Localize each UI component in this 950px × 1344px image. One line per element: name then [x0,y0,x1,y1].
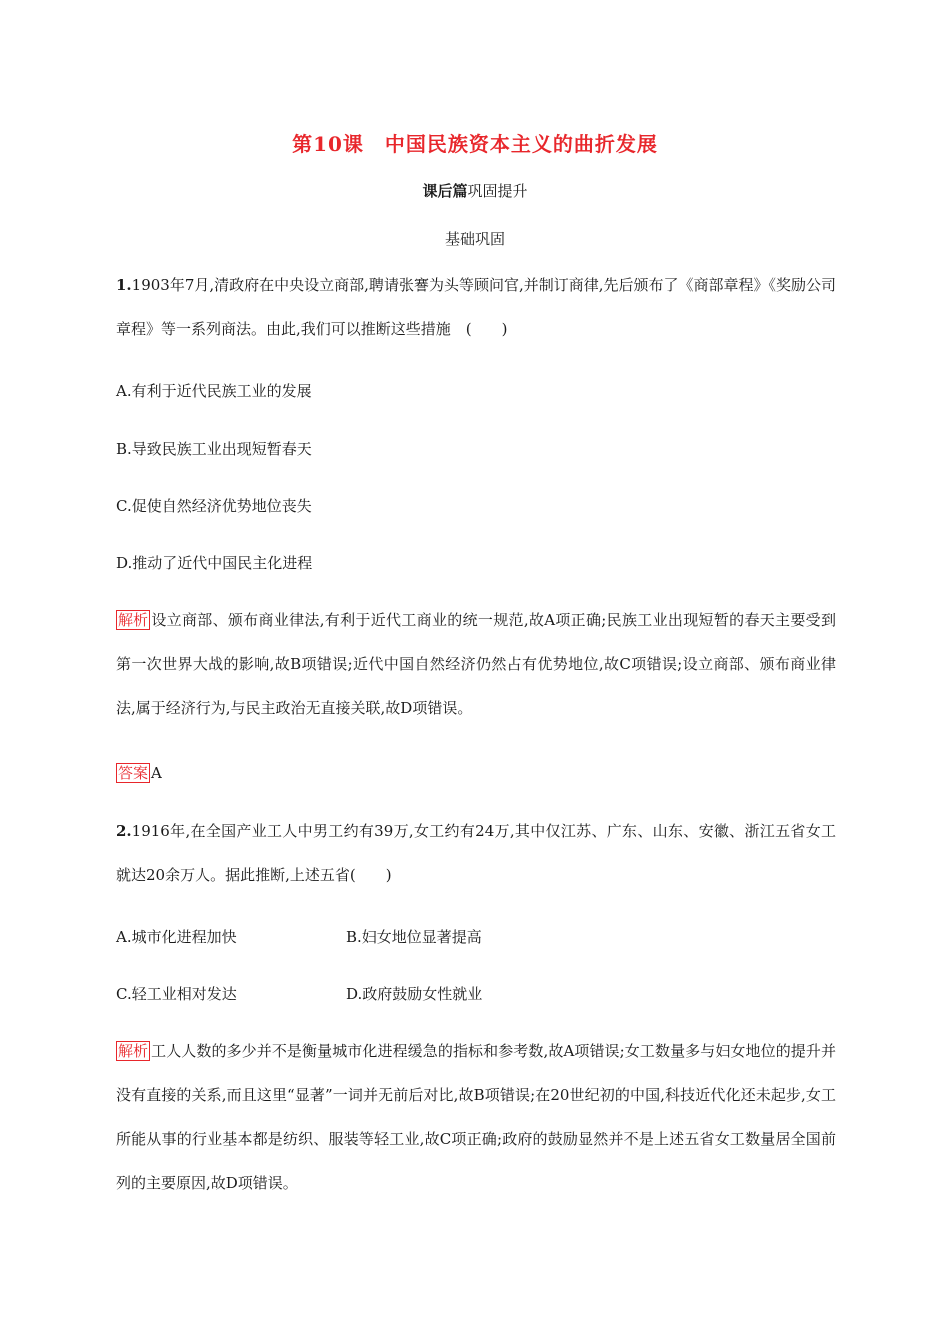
question-2-stem [116,809,836,897]
question-1-answer [116,763,162,783]
question-2-option-d: D.政府鼓励女性就业 [346,985,483,1003]
question-1-option-b: B.导致民族工业出现短暂春天 [116,440,312,458]
question-1-stem [116,263,836,351]
question-1-option-d: D.推动了近代中国民主化进程 [116,554,313,572]
question-1-number: 1. [116,276,132,294]
question-2-analysis-text: 工人人数的多少并不是衡量城市化进程缓急的指标和参考数,故A项错误;女工数量多与妇女地位的提升并没有直接的关系,而且这里“显著”一词并无前后对比,故B项错误;在20世纪初的中国,科技近代化还未起步,女工所能从事的行业基本都是纺织、服装等轻工业,故C项正确;政府的鼓励显然并不是上述五省女工数量居全国前列的主要原因,故D项错误。 [116,1042,836,1192]
question-2-option-a: A.城市化进程加快 [116,928,237,946]
lesson-title: 第10课 中国民族资本主义的曲折发展 [292,132,658,156]
question-1-option-a: A.有利于近代民族工业的发展 [116,382,312,400]
question-1-analysis-text: 设立商部、颁布商业律法,有利于近代工商业的统一规范,故A项正确;民族工业出现短暂的春天主要受到第一次世界大战的影响,故B项错误;近代中国自然经济仍然占有优势地位,故C项错误;设立商部、颁布商业律法,属于经济行为,与民主政治无直接关联,故D项错误。 [116,611,836,717]
question-1-text: 1903年7月,清政府在中央设立商部,聘请张謇为头等顾问官,并制订商律,先后颁布了《商部章程》《奖励公司章程》等一系列商法。由此,我们可以推断这些措施 ( ) [116,276,836,338]
answer-tag: 答案 [118,764,149,782]
analysis-tag: 解析 [118,611,149,629]
subtitle-bold: 课后篇 [422,182,468,200]
question-2-option-b: B.妇女地位显著提高 [346,928,482,946]
subtitle-rest: 巩固提升 [467,182,528,200]
question-2-option-c: C.轻工业相对发达 [116,985,237,1003]
question-1-analysis [116,598,836,730]
analysis-tag: 解析 [118,1042,149,1060]
section-heading: 基础巩固 [444,230,505,248]
question-2-number: 2. [116,822,132,840]
question-2-analysis [116,1029,836,1205]
subtitle [0,180,950,201]
question-1-answer-value: A [151,764,162,782]
question-2-text: 1916年,在全国产业工人中男工约有39万,女工约有24万,其中仅江苏、广东、山东、安徽、浙江五省女工就达20余万人。据此推断,上述五省( ) [116,822,836,884]
question-1-option-c: C.促使自然经济优势地位丧失 [116,497,312,515]
